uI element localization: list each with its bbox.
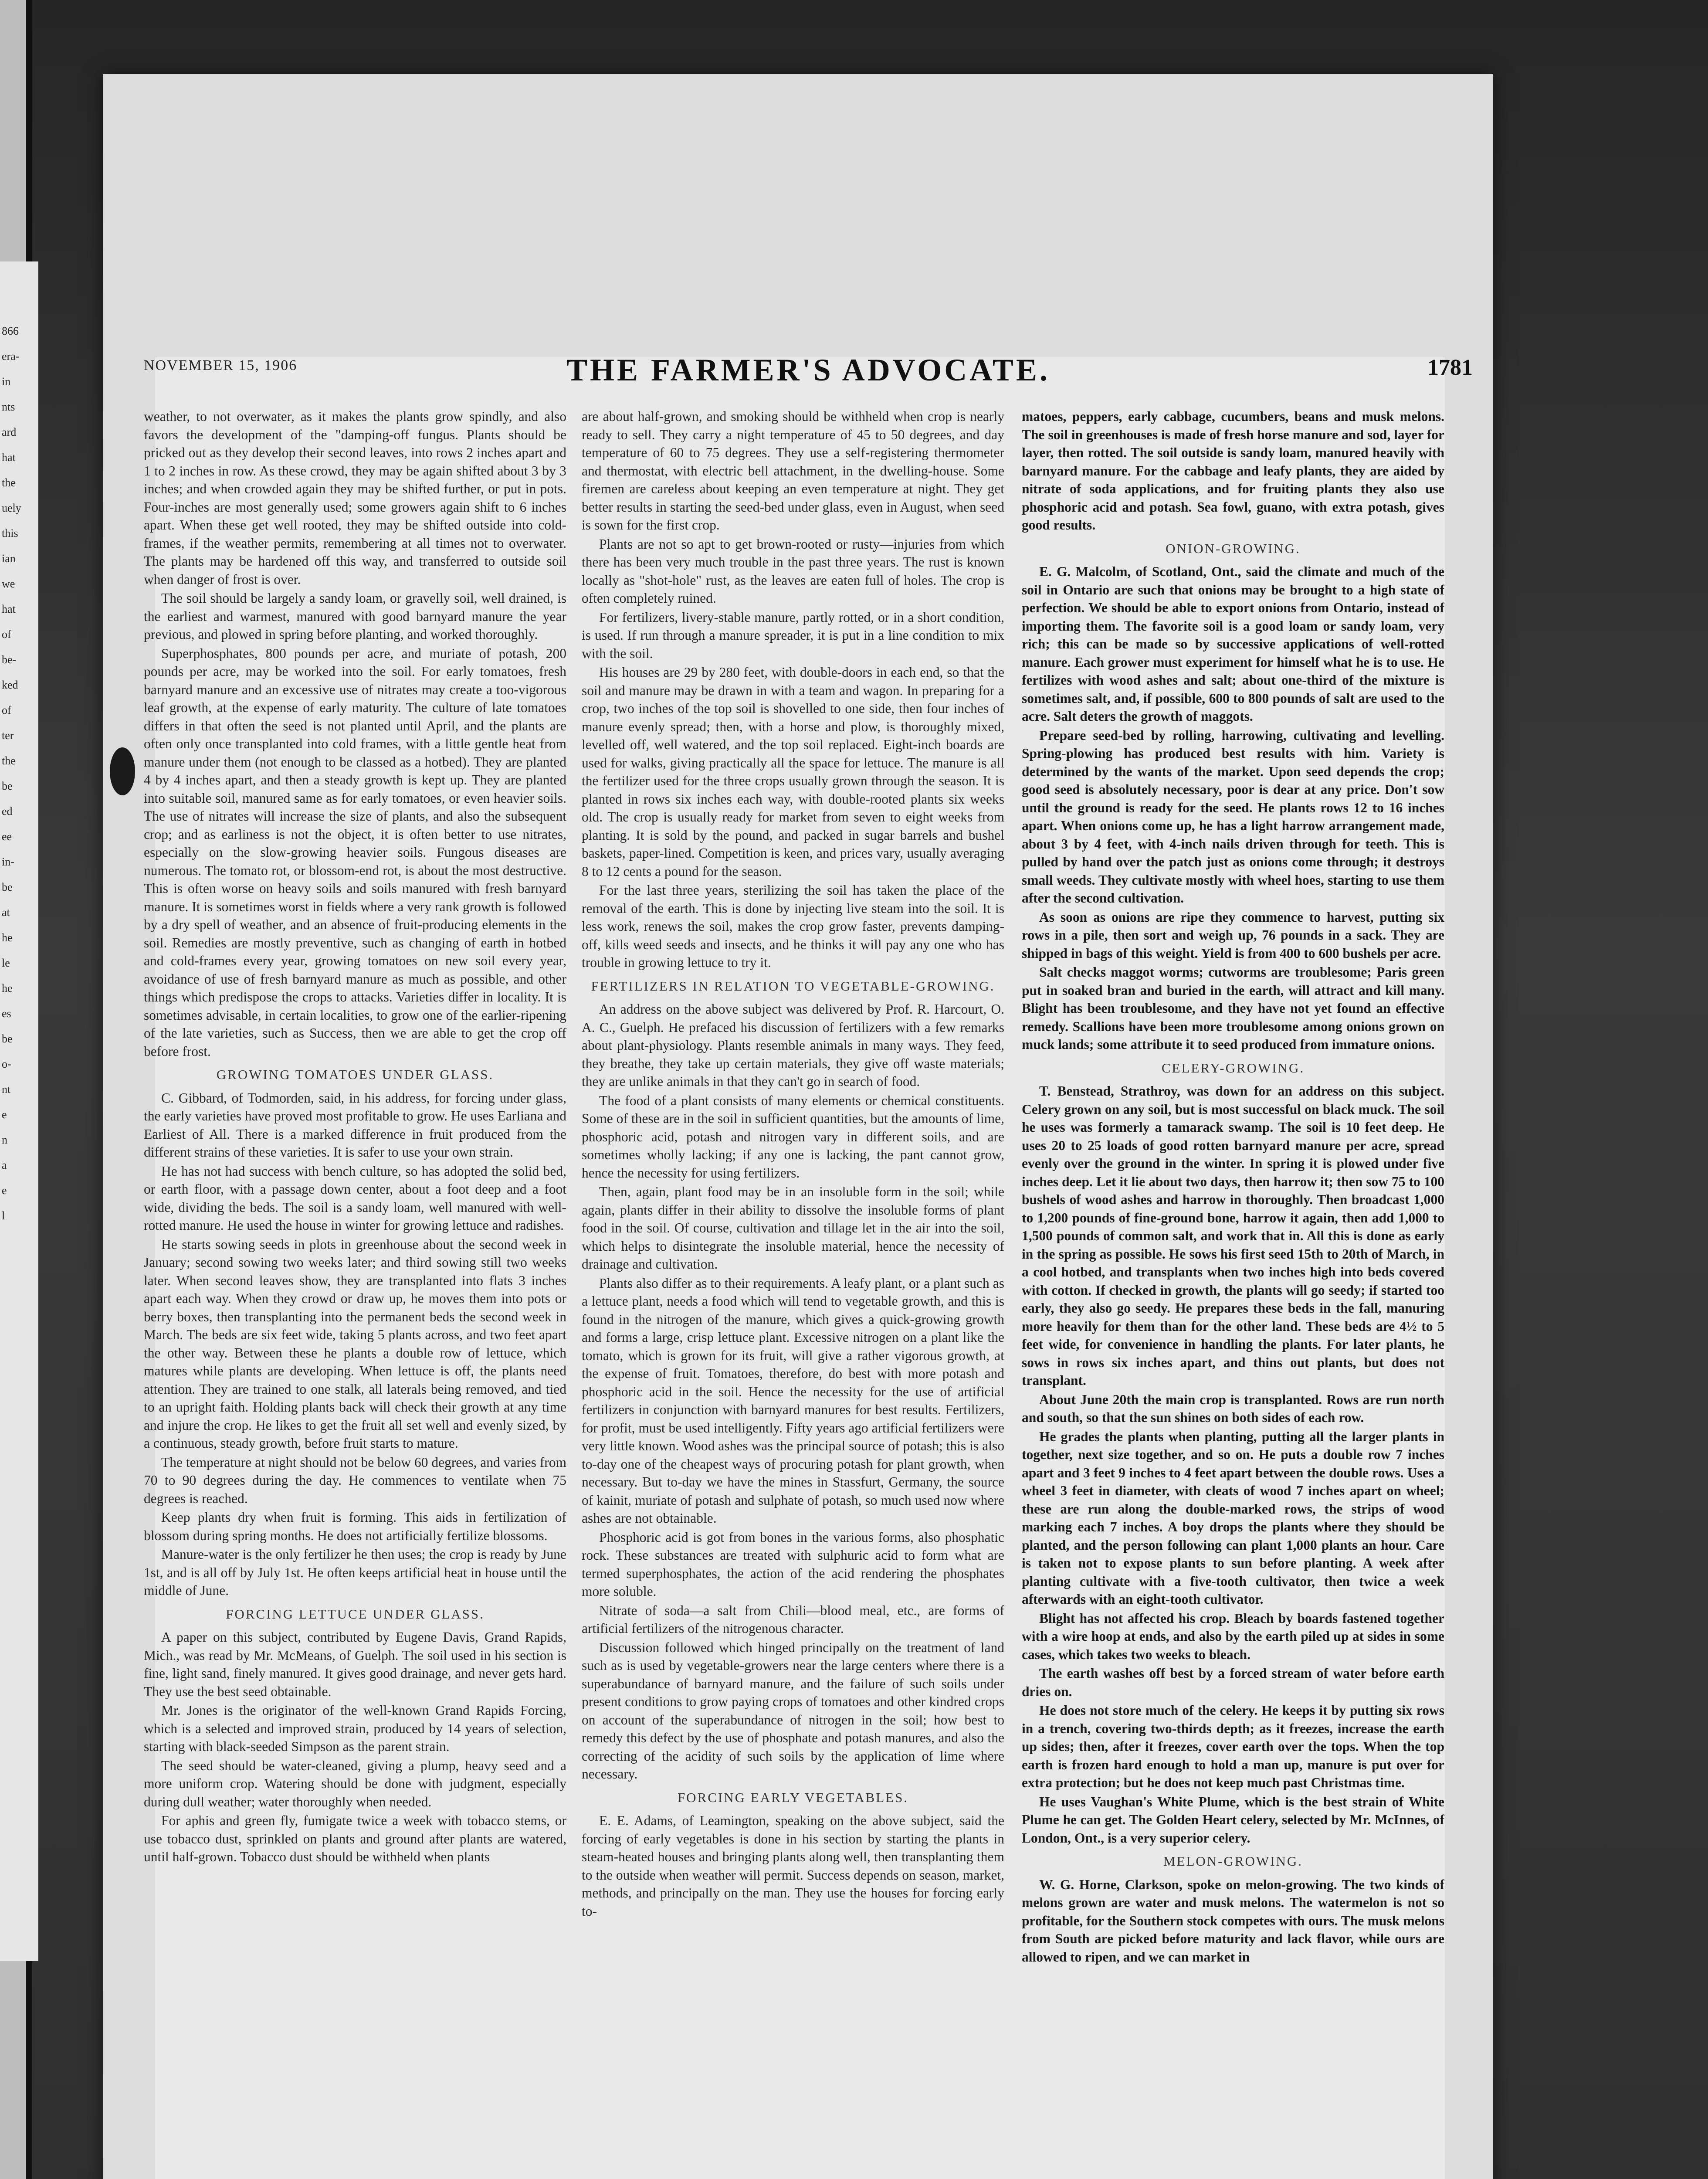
paragraph: The temperature at night should not be below 60 degrees, and varies from 70 to 90 degrees during the day. He commences to ventilate when 75 degrees is reached. <box>144 1454 566 1506</box>
margin-fragment: we <box>2 577 15 590</box>
margin-fragment: n <box>2 1134 7 1146</box>
margin-fragment: hat <box>2 603 16 615</box>
paragraph: A paper on this subject, contributed by Eugene Davis, Grand Rapids, Mich., was read by Mr. McMeans, of Guelph. The soil used in his section is fine, light sand, finely manured. It gives good drainage, and never gets hard. They use the best seed obtainable. <box>144 1629 566 1699</box>
issue-date: NOVEMBER 15, 1906 <box>144 357 298 373</box>
paragraph: Then, again, plant food may be in an insoluble form in the soil; while again, plants differ in their ability to dissolve the insoluble forms of plant food in the soil. Of course, cultivation and tillage let in the air into the soil, which helps to disintegrate the insoluble material, hence the necessity of drainage and cultivation. <box>582 1184 1004 1272</box>
paragraph: T. Benstead, Strathroy, was down for an address on this subject. Celery grown on any soil, but is most successful on black muck. The soil he uses was formerly a tamarack swamp. The soil is 10 feet deep. He uses 20 to 25 loads of good rotten barnyard manure per acre, spread evenly over the ground in the winter. In spring it is plowed under five inches deep. Let it lie about two days, then harrow it; then sow 75 to 100 bushels of wood ashes and harrow in thoroughly. Then broadcast 1,000 to 1,200 pounds of fine-ground bone, harrow it again, then add 1,000 to 1,500 pounds of common salt, and work that in. All this is done as early in the spring as possible. He sows his first seed 15th to 20th of March, in a cool hotbed, and transplants when two inches high into beds covered with cotton. If checked in growth, the plants will go seedy; if started too early, they also go seedy. He prepares these beds in the fall, manuring more heavily for them than for the other land. These beds are 4½ to 5 feet wide, for convenience in handling the plants. For later plants, he sows in rows six inches apart, and thins out plants, but does not transplant. <box>1022 1083 1444 1388</box>
margin-fragment: e <box>2 1184 7 1197</box>
margin-fragment: 866 <box>2 325 19 337</box>
paragraph: As soon as onions are ripe they commence to harvest, putting six rows in a pile, then sort and weigh up, 76 pounds in a sack. They are shipped in bags of this weight. Yield is from 400 to 600 bushels per acre. <box>1022 909 1444 961</box>
paragraph: Superphosphates, 800 pounds per acre, and muriate of potash, 200 pounds per acre, may be worked into the soil. For early tomatoes, fresh barnyard manure and an excessive use of nitrates may create a too-vigorous leaf growth, at the expense of early maturity. The culture of late tomatoes differs in that often the seed is not planted until April, and the plants are often only once transplanted into cold frames, with a little gentle heat from manure under them (not enough to be classed as a hotbed). They are planted 4 by 4 inches apart, and then a steady growth is kept up. They are planted into suitable soil, manured same as for early tomatoes, or even heavier soils. The use of nitrates will increase the size of plants, and also the subsequent crop; and as earliness is not the object, it is often better to use nitrates, especially on the slow-growing heavier soils. Fungous diseases are numerous. The tomato rot, or blossom-end rot, is about the most destructive. This is often worse on heavy soils and soils manured with fresh barnyard manure. It is sometimes worst in fields where a very rank growth is followed by a dry spell of weather, and an absence of fruit-producing elements in the soil. Remedies are mostly preventive, such as changing of earth in hotbed and cold-frames every year, growing tomatoes on new soil every year, avoidance of use of fresh barnyard manure as much as possible, and other things which predispose the crops to attacks. Varieties differ in locality. It is sometimes advisable, in certain localities, to grow one of the earlier-ripening of the late varieties, such as Success, then we are able to get the crop off before frost. <box>144 645 566 1059</box>
paragraph: Discussion followed which hinged principally on the treatment of land such as is used by vegetable-growers near the large centers where there is a superabundance of barnyard manure, and the failure of such soils under present conditions to grow paying crops of tomatoes and other kindred crops on account of the superabundance of nitrogen in the soil; how best to remedy this defect by the use of phosphate and potash manures, and also the correcting of the acidity of such soils by the application of lime where necessary. <box>582 1639 1004 1782</box>
column-1 <box>144 407 566 2179</box>
margin-fragment: nts <box>2 401 15 413</box>
section-heading: CELERY-GROWING. <box>1161 1060 1305 1076</box>
paragraph: He uses Vaughan's White Plume, which is the best strain of White Plume he can get. The Golden Heart celery, selected by Mr. McInnes, of London, Ont., is a very superior celery. <box>1022 1794 1444 1846</box>
paragraph: Plants are not so apt to get brown-rooted or rusty—injuries from which there has been very much trouble in the past three years. The rust is known locally as "shot-hole" rust, as the leaves are eaten full of holes. The crop is often completely ruined. <box>582 536 1004 606</box>
paragraph: The seed should be water-cleaned, giving a plump, heavy seed and a more uniform crop. Watering should be done with judgment, especially during dull weather; water thoroughly when needed. <box>144 1758 566 1809</box>
paragraph: Plants also differ as to their requirements. A leafy plant, or a plant such as a lettuce plant, needs a food which will tend to vegetable growth, and this is found in the nitrogen of the manure, which gives a quick-growing growth and forms a large, crisp lettuce plant. Excessive nitrogen on a plant like the tomato, which is grown for its fruit, will give a rather vigorous growth, at the expense of fruit. Tomatoes, therefore, do best with more potash and phosphoric acid in the soil. Hence the necessity for the use of artificial fertilizers in conjunction with barnyard manures for best results. Fertilizers, for profit, must be used intelligently. Fifty years ago artificial fertilizers were very little known. Wood ashes was the principal source of potash; this is also to-day one of the cheapest ways of procuring potash for plant growth, when necessary. But to-day we have the mines in Stassfurt, Germany, the source of kainit, muriate of potash and sulphate of potash, so much used now where ashes are not obtainable. <box>582 1275 1004 1526</box>
paragraph: For the last three years, sterilizing the soil has taken the place of the removal of the earth. This is done by injecting live steam into the soil. It is less work, renews the soil, makes the crop grow faster, prevents damping-off, kills weed seeds and insects, and he thinks it will pay any one who has trouble in growing lettuce to try it. <box>582 882 1004 970</box>
paragraph: An address on the above subject was delivered by Prof. R. Harcourt, O. A. C., Guelph. He prefaced his discussion of fertilizers with a few remarks about plant-physiology. Plants resemble animals in many ways. They feed, they breathe, they take up certain materials, they give off waste materials; they are unlike animals in that they can't go in search of food. <box>582 1001 1004 1089</box>
column-2 <box>582 407 1004 2179</box>
section-heading: FORCING LETTUCE UNDER GLASS. <box>226 1606 485 1622</box>
margin-fragment: nt <box>2 1083 11 1096</box>
page-header <box>144 353 1473 401</box>
margin-fragment: uely <box>2 502 21 514</box>
paragraph: Keep plants dry when fruit is forming. This aids in fertilization of blossom during spring months. He does not artificially fertilize blossoms. <box>144 1510 566 1543</box>
paragraph: Salt checks maggot worms; cutworms are troublesome; Paris green put in soaked bran and buried in the earth, will attract and kill many. Blight has been troublesome, and they have not yet found an effective remedy. Scallions have been more troublesome among onions grown on muck lands; some attribute it to seed produced from immature onions. <box>1022 964 1444 1052</box>
margin-fragment: e <box>2 1108 7 1121</box>
paragraph: The food of a plant consists of many elements or chemical constituents. Some of these are in the soil in sufficient quantities, but the amounts of lime, phosphoric acid, potash and nitrogen vary in different soils, and are sometimes wholly lacking; if any one is lacking, the pant cannot grow, hence the necessity for using fertilizers. <box>582 1093 1004 1181</box>
section-heading: GROWING TOMATOES UNDER GLASS. <box>216 1067 494 1082</box>
margin-fragment: at <box>2 906 10 919</box>
margin-fragment: ked <box>2 679 18 691</box>
paragraph: For fertilizers, livery-stable manure, partly rotted, or in a short condition, is used. If run through a manure spreader, it is put in a line condition to mix with the soil. <box>582 609 1004 661</box>
paragraph: weather, to not overwater, as it makes the plants grow spindly, and also favors the development of the "damping-off fungus. Plants should be pricked out as they develop their second leaves, into rows 2 inches apart and 1 to 2 inches in row. As these crowd, they may be again shifted about 3 by 3 inches; and when crowded again they may be shifted further, or put in pots. Four-inches are most generally used; some growers again shift to 6 inches apart. When these get well rooted, they may be shifted outside into cold-frames, if the weather permits, remembering at all times not to overwater. The plants may be hardened off this way, and transferred to outside soil when danger of frost is over. <box>144 409 566 587</box>
margin-fragment: o- <box>2 1058 11 1070</box>
margin-fragment: be <box>2 881 13 893</box>
margin-fragment: hat <box>2 451 16 464</box>
margin-fragment: he <box>2 982 13 994</box>
paragraph: Prepare seed-bed by rolling, harrowing, cultivating and levelling. Spring-plowing has produced best results with him. Variety is determined by the wants of the market. Upon seed depends the crop; good seed is absolutely necessary, poor is dear at any price. Don't sow until the ground is ready for the seed. He plants rows 12 to 16 inches apart. When onions come up, he has a light harrow arrangement made, about 3 by 4 feet, with 4-inch nails driven through for teeth. This is pulled by hand over the patch just as onions come through; it destroys small weeds. They cultivate mostly with wheel hoes, starting to use them after the second cultivation. <box>1022 727 1444 906</box>
margin-fragment: be <box>2 780 13 792</box>
margin-fragment: es <box>2 1007 11 1020</box>
margin-fragment: ter <box>2 729 14 742</box>
margin-fragment: in- <box>2 855 14 868</box>
margin-fragment: he <box>2 931 13 944</box>
margin-fragment: ed <box>2 805 13 818</box>
paragraph: About June 20th the main crop is transplanted. Rows are run north and south, so that the sun shines on both sides of each row. <box>1022 1392 1444 1425</box>
margin-fragment: the <box>2 476 16 489</box>
paragraph: are about half-grown, and smoking should be withheld when crop is nearly ready to sell. They carry a night temperature of 45 to 50 degrees, and day temperature of 60 to 75 degrees. They use a self-registering thermometer and thermostat, with electric bell attachment, in the dwelling-house. Some firemen are careless about keeping an even temperature at night. They get better results in starting the seed-bed under glass, even in August, when seed is sown for the first crop. <box>582 409 1004 533</box>
section-heading: FERTILIZERS IN RELATION TO VEGETABLE-GROWING. <box>591 978 995 994</box>
page-number: 1781 <box>1427 355 1473 380</box>
margin-fragment: be <box>2 1032 13 1045</box>
paragraph: Nitrate of soda—a salt from Chili—blood meal, etc., are forms of artificial fertilizers of the nitrogenous character. <box>582 1602 1004 1636</box>
paragraph: matoes, peppers, early cabbage, cucumbers, beans and musk melons. The soil in greenhouses is made of fresh horse manure and sod, layer for layer, then rotted. The soil outside is sandy loam, manured heavily with barnyard manure. For the cabbage and leafy plants, they are aided by nitrate of soda applications, and for fruiting plants they also use phosphoric acid and potash. Sea fowl, guano, with extra potash, gives good results. <box>1022 409 1444 533</box>
paragraph: The soil should be largely a sandy loam, or gravelly soil, well drained, is the earliest and warmest, manured with good barnyard manure the year previous, and plowed in spring before planting, and worked thoroughly. <box>144 591 566 642</box>
binding-hole <box>110 747 135 795</box>
margin-fragment: ee <box>2 830 12 843</box>
paragraph: Mr. Jones is the originator of the well-known Grand Rapids Forcing, which is a selected and improved strain, produced by 14 years of selection, starting with black-seeded Simpson as the parent strain. <box>144 1703 566 1754</box>
paragraph: The earth washes off best by a forced stream of water before earth dries on. <box>1022 1666 1444 1699</box>
margin-fragment: in <box>2 375 11 388</box>
margin-fragment: of <box>2 628 11 641</box>
paragraph: He starts sowing seeds in plots in greenhouse about the second week in January; second sowing two weeks later; and third sowing still two weeks later. When second leaves show, they are transplanted into flats 3 inches apart each way. When they crowd or draw up, he moves them into pots or berry boxes, then transplanting into the permanent beds the second week in March. The beds are six feet wide, taking 5 plants across, and two feet apart the other way. Between these he plants a double row of lettuce, which matures while plants are developing. When lettuce is off, the plants need attention. They are trained to one stalk, all laterals being removed, and tied to an upright faith. Holding plants back will check their growth at any time and injure the crop. He likes to get the fruit all set well and evenly sized, by a continuous, steady growth, before fruit starts to mature. <box>144 1236 566 1451</box>
margin-fragment: of <box>2 704 11 716</box>
margin-fragment: the <box>2 754 16 767</box>
paragraph: His houses are 29 by 280 feet, with double-doors in each end, so that the soil and manure may be drawn in with a team and wagon. In preparing for a crop, two inches of the top soil is shovelled to one side, then four inches of manure evenly spread; then, with a horse and plow, is thoroughly mixed, levelled off, well watered, and the top soil replaced. Eight-inch boards are used for walks, giving practically all the space for lettuce. The manure is all the fertilizer used for the three crops usually grown through the season. It is planted in rows six inches each way, with double-rooted plants six weeks old. The crop is usually ready for market from seven to eight weeks from planting. It is sold by the pound, and packed in sugar barrels and bushel baskets, paper-lined. Competition is keen, and prices vary, usually averaging 8 to 12 cents a pound for the season. <box>582 665 1004 879</box>
margin-fragment: be- <box>2 653 17 666</box>
paragraph: He has not had success with bench culture, so has adopted the solid bed, or earth floor, with a passage down center, about a foot deep and a foot wide, dividing the beds. The soil is a sandy loam, well manured with well-rotted manure. He used the house in winter for growing lettuce and radishes. <box>144 1163 566 1233</box>
paragraph: Phosphoric acid is got from bones in the various forms, also phosphatic rock. These substances are treated with sulphuric acid to form what are termed superphosphates, the action of the acid rendering the phosphates more soluble. <box>582 1529 1004 1599</box>
section-heading: ONION-GROWING. <box>1166 540 1301 556</box>
margin-fragment: ian <box>2 552 16 565</box>
paragraph: E. E. Adams, of Leamington, speaking on the above subject, said the forcing of early vegetables is done in his section by starting the plants in steam-heated houses and bringing plants along well, then transplanting them to the outside when weather will permit. Success depends on season, market, methods, and principally on the man. They use the houses for forcing early to- <box>582 1813 1004 1919</box>
paragraph: He does not store much of the celery. He keeps it by putting six rows in a trench, covering two-thirds depth; as it freezes, increase the earth up sides; then, after it freezes, cover earth over the tops. When the top earth is frozen hard enough to hold a man up, manure is put over for extra protection; but he does not keep much past Christmas time. <box>1022 1703 1444 1790</box>
margin-fragment: ard <box>2 426 17 438</box>
paragraph: E. G. Malcolm, of Scotland, Ont., said the climate and much of the soil in Ontario are such that onions may be brought to a high state of perfection. We should be able to export onions from Ontario, instead of importing them. The favorite soil is a good loam or sandy loam, very rich; this can be made so by successive applications of well-rotted manure. Each grower must experiment for himself what he is to use. He fertilizes with wood ashes and salt; about one-third of the mixture is sometimes salt, and, if possible, 600 to 800 pounds of salt are used to the acre. Salt deters the growth of maggots. <box>1022 564 1444 724</box>
margin-fragment: this <box>2 527 18 540</box>
paragraph: Blight has not affected his crop. Bleach by boards fastened together with a wire hoop at ends, and also by the earth piled up at sides in some cases, which takes two weeks to bleach. <box>1022 1610 1444 1662</box>
column-3 <box>1022 407 1444 2179</box>
paragraph: He grades the plants when planting, putting all the larger plants in together, next size together, and so on. He puts a double row 7 inches apart and 3 feet 9 inches to 4 feet apart between the double rows. Uses a wheel 3 feet in diameter, with cleats of wood 7 inches apart on wheel; these are run along the double-marked rows, the strips of wood marking each 7 inches. A boy drops the plants where they should be planted, and the person following can plant 1,000 plants an hour. Care is taken not to expose plants to sun before planting. A week after planting cultivate with a five-tooth cultivator, then twice a week afterwards with an eight-tooth cultivator. <box>1022 1429 1444 1607</box>
paragraph: C. Gibbard, of Todmorden, said, in his address, for forcing under glass, the early varieties have proved most profitable to grow. He uses Earliana and Earliest of All. There is a marked difference in fruit produced from the different strains of these varieties. It is safer to use your own strain. <box>144 1090 566 1160</box>
section-heading: FORCING EARLY VEGETABLES. <box>677 1789 909 1805</box>
margin-fragment: era- <box>2 350 20 363</box>
paragraph: W. G. Horne, Clarkson, spoke on melon-growing. The two kinds of melons grown are water and musk melons. The watermelon is not so profitable, for the Southern stock competes with ours. The musk melons from South are picked before maturity and lack flavor, while ours are allowed to ripen, and we can market in <box>1022 1877 1444 1965</box>
paragraph: Manure-water is the only fertilizer he then uses; the crop is ready by June 1st, and is all off by July 1st. He often keeps artificial heat in house until the middle of June. <box>144 1547 566 1598</box>
margin-fragment: l <box>2 1209 5 1222</box>
paragraph: For aphis and green fly, fumigate twice a week with tobacco stems, or use tobacco dust, sprinkled on plants and ground after plants are watered, until half-grown. Tobacco dust should be withheld when plants <box>144 1813 566 1864</box>
margin-fragment: a <box>2 1159 7 1171</box>
margin-fragment: le <box>2 957 10 969</box>
section-heading: MELON-GROWING. <box>1163 1853 1303 1869</box>
masthead-title: THE FARMER'S ADVOCATE. <box>566 353 1050 387</box>
